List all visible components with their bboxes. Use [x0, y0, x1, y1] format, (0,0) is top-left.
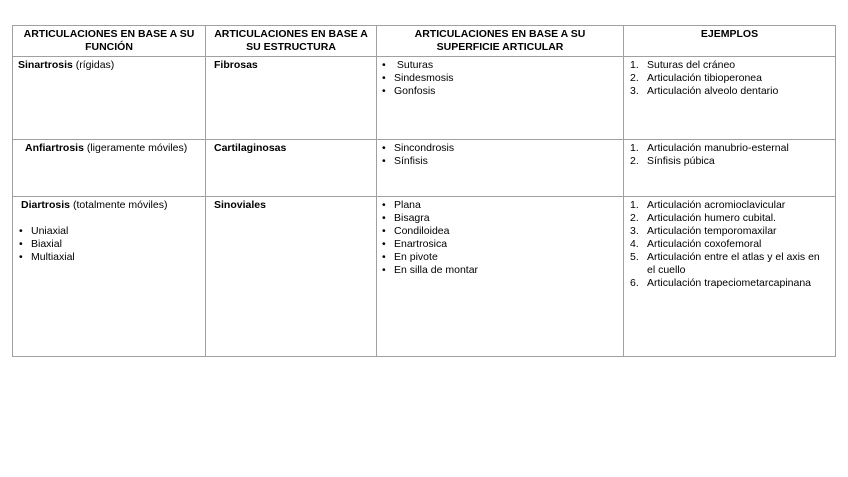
list-item: • Plana [394, 199, 618, 212]
list-item: • Sindesmosis [394, 72, 618, 85]
header-surface: ARTICULACIONES EN BASE A SU SUPERFICIE ARTICULAR [377, 26, 624, 57]
structure-name: Fibrosas [214, 59, 258, 71]
list-item: Articulación alveolo dentario [647, 85, 779, 97]
list-item: Articulación trapeciometarcapinana [647, 277, 812, 289]
structure-cell [206, 197, 377, 357]
examples-cell [624, 57, 836, 140]
function-cell [13, 197, 206, 357]
examples-cell [624, 197, 836, 357]
function-name: Anfiartrosis [25, 142, 84, 154]
header-examples: EJEMPLOS [624, 26, 836, 57]
surface-cell [377, 140, 624, 197]
list-item: Articulación manubrio-esternal [647, 142, 789, 154]
list-item: • Sincondrosis [394, 142, 618, 155]
list-item: • Bisagra [394, 212, 618, 225]
list-item: Sínfisis púbica [647, 155, 715, 167]
list-item: Articulación entre el atlas y el axis en el cuello [647, 251, 820, 276]
list-item: • En silla de montar [394, 264, 618, 277]
list-item: Articulación acromioclavicular [647, 199, 786, 211]
table-row [13, 197, 836, 357]
function-note: (rígidas) [72, 59, 115, 71]
structure-name: Sinoviales [214, 199, 266, 211]
function-note: (totalmente móviles) [70, 199, 168, 211]
list-item: Articulación tibioperonea [647, 72, 762, 84]
header-row [13, 26, 836, 57]
list-item: • Uniaxial [31, 225, 200, 238]
list-item: • Suturas [394, 59, 618, 72]
surface-cell [377, 57, 624, 140]
function-note: (ligeramente móviles) [83, 142, 188, 154]
function-cell [13, 140, 206, 197]
header-function: ARTICULACIONES EN BASE A SU FUNCIÓN [13, 26, 206, 57]
list-item: • Biaxial [31, 238, 200, 251]
list-item: • Enartrosica [394, 238, 618, 251]
list-item: Articulación temporomaxilar [647, 225, 777, 237]
joints-table [12, 25, 836, 357]
list-item: Articulación coxofemoral [647, 238, 762, 250]
list-item: Suturas del cráneo [647, 59, 736, 71]
list-item: • En pivote [394, 251, 618, 264]
list-item: • Gonfosis [394, 85, 618, 98]
structure-cell [206, 57, 377, 140]
list-item: • Multiaxial [31, 251, 200, 264]
function-name: Diartrosis [21, 199, 71, 211]
list-item: • Sínfisis [394, 155, 618, 168]
function-name: Sinartrosis [18, 59, 73, 71]
surface-cell [377, 197, 624, 357]
examples-cell [624, 140, 836, 197]
table-row [13, 57, 836, 140]
function-cell [13, 57, 206, 140]
list-item: Articulación humero cubital. [647, 212, 776, 224]
list-item: • Condiloidea [394, 225, 618, 238]
structure-cell [206, 140, 377, 197]
header-structure: ARTICULACIONES EN BASE A SU ESTRUCTURA [206, 26, 377, 57]
structure-name: Cartilaginosas [214, 142, 287, 154]
table-row [13, 140, 836, 197]
